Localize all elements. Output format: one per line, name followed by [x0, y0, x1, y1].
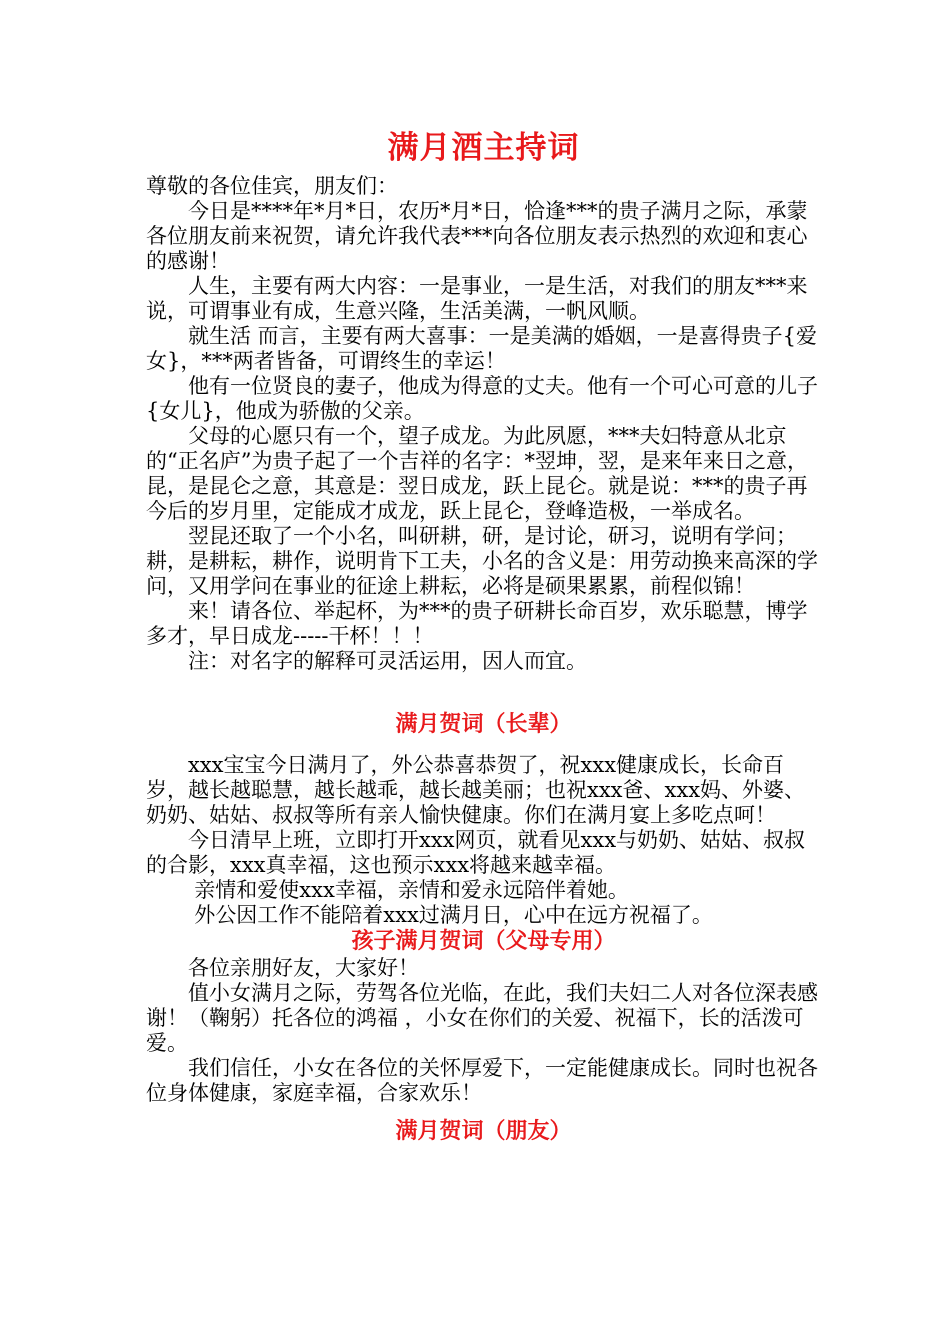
parents-paragraph: 值小女满月之际，劳驾各位光临，在此，我们夫妇二人对各位深表感谢！（鞠躬）托各位的鸿福 ，小女在你们的关爱、祝福下，长的活泼可爱。 [146, 981, 818, 1055]
main-title: 满月酒主持词 [387, 130, 580, 166]
main-paragraph: 就生活 而言，主要有两大喜事：一是美满的婚姻，一是喜得贵子{爱女}，***两者皆备，可谓终生的幸运！ [146, 324, 818, 373]
friend-title: 满月贺词（朋友） [395, 1119, 572, 1144]
elder-paragraph: 亲情和爱使xxx幸福，亲情和爱永远陪伴着她。 [194, 878, 629, 902]
main-paragraph: 今日是****年*月*日，农历*月*日，恰逢***的贵子满月之际，承蒙各位朋友前来祝贺，请允许我代表***向各位朋友表示热烈的欢迎和衷心的感谢！ [146, 199, 808, 273]
main-paragraph: 来！请各位、举起杯，为***的贵子研耕长命百岁，欢乐聪慧，博学多才，早日成龙-----干杯！！！ [146, 599, 808, 648]
elder-paragraph: 今日清早上班，立即打开xxx网页，就看见xxx与奶奶、姑姑、叔叔的合影，xxx真幸福，这也预示xxx将越来越幸福。 [146, 828, 806, 877]
main-paragraph: 父母的心愿只有一个，望子成龙。为此夙愿，***夫妇特意从北京的“正名庐”为贵子起了一个吉祥的名字：*翌坤，翌，是来年来日之意，昆，是昆仑之意，其意是：翌日成龙，跃上昆仑。就是说：***的贵子再今后的岁月里，定能成才成龙，跃上昆仑，登峰造极，一举成名。 [146, 424, 808, 523]
main-greeting: 尊敬的各位佳宾，朋友们： [146, 174, 398, 198]
parents-paragraph: 我们信任，小女在各位的关怀厚爱下，一定能健康成长。同时也祝各位身体健康，家庭幸福，合家欢乐！ [146, 1056, 818, 1105]
section-spacer [146, 1106, 821, 1118]
elder-title: 满月贺词（长辈） [395, 712, 572, 737]
elder-paragraph: xxx宝宝今日满月了，外公恭喜恭贺了，祝xxx健康成长，长命百岁，越长越聪慧，越长越乖，越长越美丽；也祝xxx爸、xxx妈、外婆、奶奶、姑姑、叔叔等所有亲人愉快健康。你们在满月宴上多吃点呵！ [146, 753, 806, 827]
document-page [146, 126, 821, 1146]
main-paragraph: 翌昆还取了一个小名，叫研耕，研，是讨论，研习，说明有学问；耕，是耕耘，耕作，说明肯下工夫，小名的含义是：用劳动换来高深的学问，又用学问在事业的征途上耕耘，必将是硕果累累，前程似锦！ [146, 524, 818, 598]
main-paragraph: 人生，主要有两大内容：一是事业，一是生活，对我们的朋友***来说，可谓事业有成，生意兴隆，生活美满，一帆风顺。 [146, 274, 808, 323]
main-note: 注：对名字的解释可灵活运用，因人而宜。 [188, 649, 587, 673]
elder-paragraph: 外公因工作不能陪着xxx过满月日，心中在远方祝福了。 [194, 903, 713, 927]
section-spacer [146, 674, 821, 711]
parents-title: 孩子满月贺词（父母专用） [351, 929, 616, 954]
main-paragraph: 他有一位贤良的妻子，他成为得意的丈夫。他有一个可心可意的儿子{女儿}，他成为骄傲的父亲。 [146, 374, 818, 423]
section-spacer [146, 739, 821, 753]
parents-paragraph: 各位亲朋好友，大家好！ [188, 956, 419, 980]
